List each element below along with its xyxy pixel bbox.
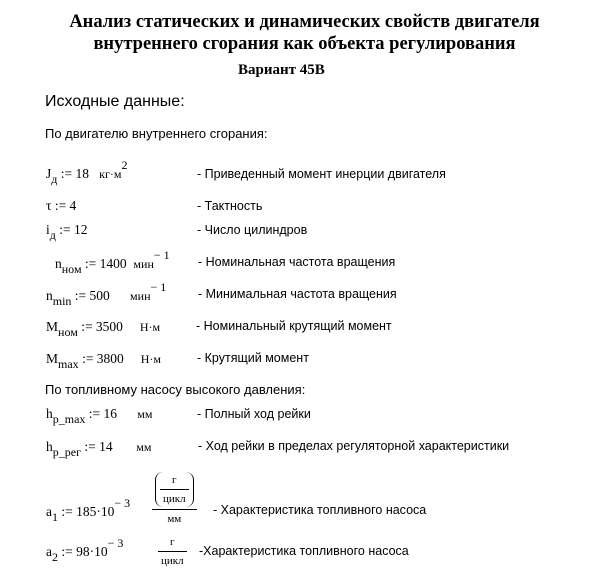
param-min-speed-formula (46, 280, 167, 308)
assign-value: := 1400 (84, 256, 127, 271)
param-cylinders-formula (46, 222, 88, 242)
document-title-line-1: Анализ статических и динамических свойств двигателя (69, 12, 540, 32)
inner-denominator: цикл (163, 493, 186, 505)
unit: Н·м (139, 320, 161, 334)
assign-value: := 185·10 (61, 504, 115, 519)
assign-value: := 12 (59, 222, 88, 237)
param-strokes-formula (46, 198, 76, 214)
inner-fraction (160, 473, 189, 506)
assign-value: := 500 (74, 288, 110, 303)
param-strokes-desc: - Тактность (197, 199, 263, 213)
unit-fraction (152, 472, 197, 526)
param-inertia-formula (46, 158, 128, 186)
unit: мин (130, 289, 151, 303)
unit-exponent: − 1 (150, 280, 167, 294)
subscript: p_max (52, 412, 86, 426)
symbol: n (55, 256, 62, 271)
unit-denominator: мм (167, 513, 182, 525)
unit-denominator: цикл (161, 555, 184, 567)
symbol: M (46, 351, 59, 366)
unit: мин (133, 257, 154, 271)
param-cylinders-desc: - Число цилиндров (197, 223, 308, 237)
unit-numerator (152, 472, 197, 507)
document-title-line-2: внутреннего сгорания как объекта регулирования (93, 34, 516, 54)
param-a1-unit (152, 472, 197, 526)
param-max-torque-desc: - Крутящий момент (197, 351, 309, 365)
param-nominal-speed-desc: - Номинальная частота вращения (198, 255, 396, 269)
symbol: τ (46, 198, 52, 213)
assign-value: := 98·10 (61, 544, 108, 559)
unit-numerator: г (170, 536, 175, 548)
param-max-torque-formula (46, 351, 161, 371)
param-a2-desc: -Характеристика топливного насоса (199, 544, 409, 558)
engine-heading: По двигателю внутреннего сгорания: (45, 126, 268, 141)
inner-numerator: г (172, 474, 177, 486)
unit-exponent: − 1 (153, 248, 170, 262)
fraction-bar (152, 509, 197, 510)
symbol: h (46, 406, 53, 421)
param-a2-formula (46, 536, 124, 564)
param-nominal-torque-desc: - Номинальный крутящий момент (196, 319, 392, 333)
unit-exponent: 2 (121, 158, 128, 172)
assign-value: := 3500 (81, 319, 123, 334)
assign-value: := 14 (84, 439, 113, 454)
exponent: − 3 (114, 496, 131, 510)
subscript: д (51, 172, 58, 186)
param-a1-formula (46, 496, 131, 524)
unit: кг·м (99, 167, 122, 181)
param-a1-desc: - Характеристика топливного насоса (213, 503, 427, 517)
subscript: p_рег (52, 445, 81, 459)
param-inertia-desc: - Приведенный момент инерции двигателя (197, 167, 446, 181)
inner-fraction-bar (160, 489, 189, 490)
assign-value: := 18 (60, 166, 89, 181)
variant-label: Вариант 45В (238, 62, 325, 78)
symbol: J (46, 166, 52, 181)
unit: мм (137, 407, 153, 421)
symbol: i (46, 222, 50, 237)
subscript: max (58, 357, 79, 371)
pump-heading: По топливному насосу высокого давления: (45, 382, 306, 397)
unit: мм (136, 440, 152, 454)
symbol: n (46, 288, 53, 303)
assign-value: := 16 (88, 406, 118, 421)
section-heading: Исходные данные: (45, 93, 185, 110)
param-nominal-speed-formula (55, 248, 170, 276)
symbol: h (46, 439, 53, 454)
param-min-speed-desc: - Минимальная частота вращения (198, 287, 397, 301)
symbol: a (46, 504, 52, 519)
subscript: 2 (52, 550, 58, 564)
param-rack-full-formula (46, 406, 153, 426)
param-a2-unit (158, 535, 187, 568)
unit-fraction (158, 535, 187, 568)
symbol: M (46, 319, 59, 334)
subscript: min (52, 294, 72, 308)
param-rack-full-desc: - Полный ход рейки (197, 407, 311, 421)
exponent: − 3 (107, 536, 124, 550)
param-rack-reg-desc: - Ход рейки в пределах регуляторной характеристики (198, 439, 510, 453)
subscript: д (49, 228, 56, 242)
param-nominal-torque-formula (46, 319, 161, 339)
subscript: ном (61, 262, 82, 276)
assign-value: := 4 (54, 198, 77, 213)
subscript: ном (58, 325, 78, 339)
fraction-bar (158, 551, 187, 552)
parenthesized-fraction (155, 472, 194, 507)
param-rack-reg-formula (46, 439, 152, 459)
assign-value: := 3800 (82, 351, 124, 366)
unit: Н·м (140, 352, 161, 366)
symbol: a (46, 544, 52, 559)
subscript: 1 (52, 510, 58, 524)
